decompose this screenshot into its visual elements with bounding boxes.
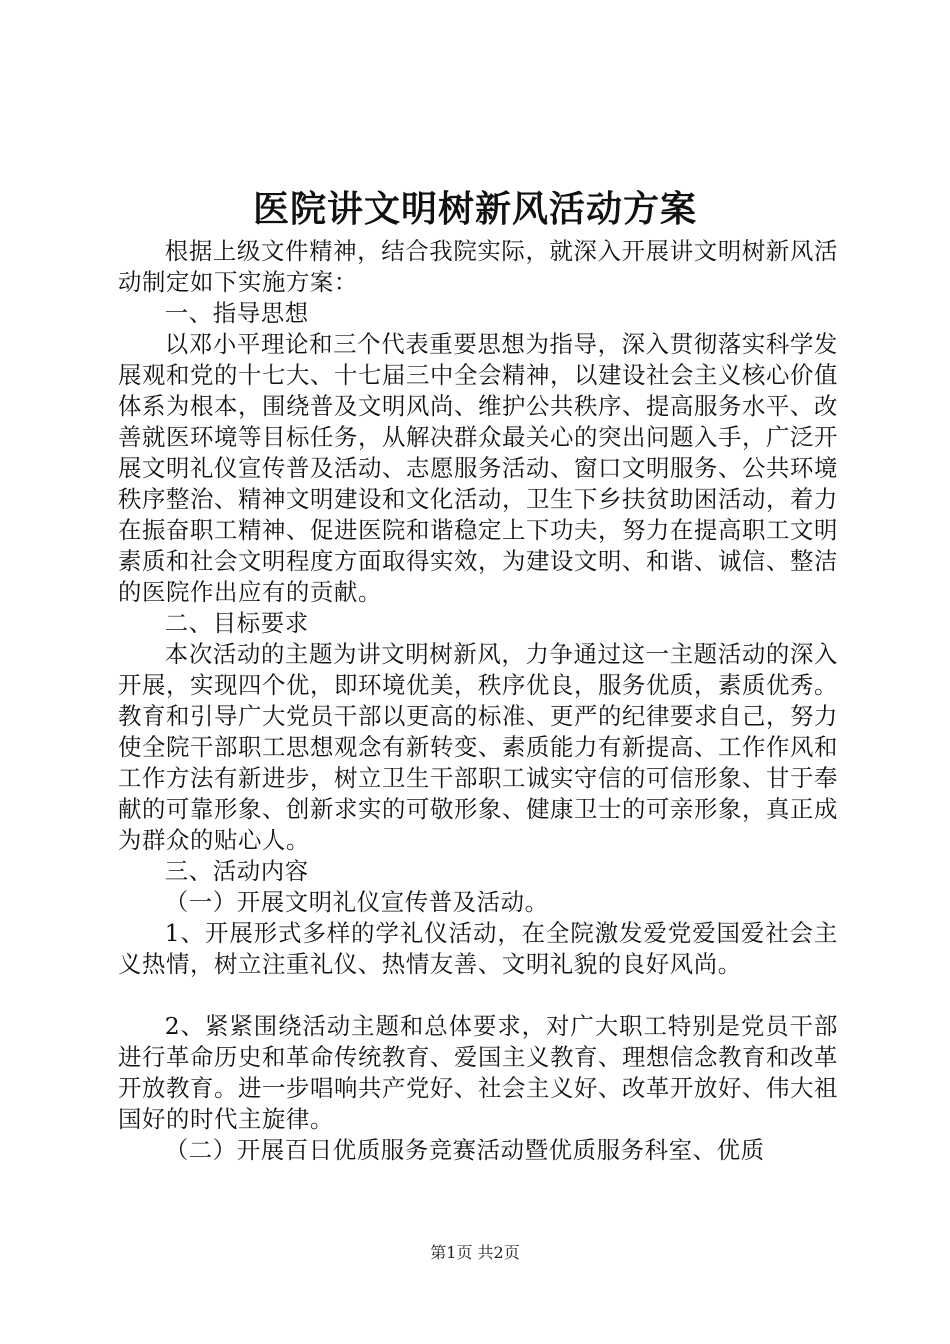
document-title: 医院讲文明树新风活动方案 bbox=[252, 188, 697, 230]
guiding-thought-paragraph: 以邓小平理论和三个代表重要思想为指导，深入贯彻落实科学发展观和党的十七大、十七届三中全会精神，以建设社会主义核心价值体系为根本，围绕普及文明风尚、维护公共秩序、提高服务水平、改善就医环境等目标任务，从解决群众最关心的突出问题入手，广泛开展文明礼仪宣传普及活动、志愿服务活动、窗口文明服务、公共环境秩序整治、精神文明建设和文化活动，卫生下乡扶贫助困活动，着力在振奋职工精神、促进医院和谐稳定上下功夫，努力在提高职工文明素质和社会文明程度方面取得实效，为建设文明、和谐、诚信、整洁的医院作出应有的贡献。 bbox=[118, 330, 838, 606]
section-heading-guiding-thought: 一、指导思想 bbox=[164, 299, 309, 327]
section-heading-goals: 二、目标要求 bbox=[164, 609, 309, 637]
activity-item-1: 1、开展形式多样的学礼仪活动，在全院激发爱党爱国爱社会主义热情，树立注重礼仪、热情友善、文明礼貌的良好风尚。 bbox=[118, 919, 838, 978]
subsection-heading-service: （二）开展百日优质服务竞赛活动暨优质服务科室、优质 bbox=[164, 1136, 765, 1164]
document-body bbox=[118, 236, 838, 1166]
paragraph-gap bbox=[118, 980, 838, 1011]
section-heading-activities: 三、活动内容 bbox=[164, 857, 309, 885]
subsection-heading-etiquette: （一）开展文明礼仪宣传普及活动。 bbox=[164, 888, 549, 916]
intro-paragraph: 根据上级文件精神，结合我院实际，就深入开展讲文明树新风活动制定如下实施方案： bbox=[118, 237, 838, 296]
page-number: 第1页 共2页 bbox=[430, 1243, 520, 1262]
goals-paragraph: 本次活动的主题为讲文明树新风，力争通过这一主题活动的深入开展，实现四个优，即环境优美，秩序优良，服务优质，素质优秀。教育和引导广大党员干部以更高的标准、更严的纪律要求自己，努力使全院干部职工思想观念有新转变、素质能力有新提高、工作作风和工作方法有新进步，树立卫生干部职工诚实守信的可信形象、甘于奉献的可靠形象、创新求实的可敬形象、健康卫士的可亲形象，真正成为群众的贴心人。 bbox=[118, 640, 838, 854]
activity-item-2: 2、紧紧围绕活动主题和总体要求，对广大职工特别是党员干部进行革命历史和革命传统教育、爱国主义教育、理想信念教育和改革开放教育。进一步唱响共产党好、社会主义好、改革开放好、伟大祖国好的时代主旋律。 bbox=[118, 1012, 838, 1133]
